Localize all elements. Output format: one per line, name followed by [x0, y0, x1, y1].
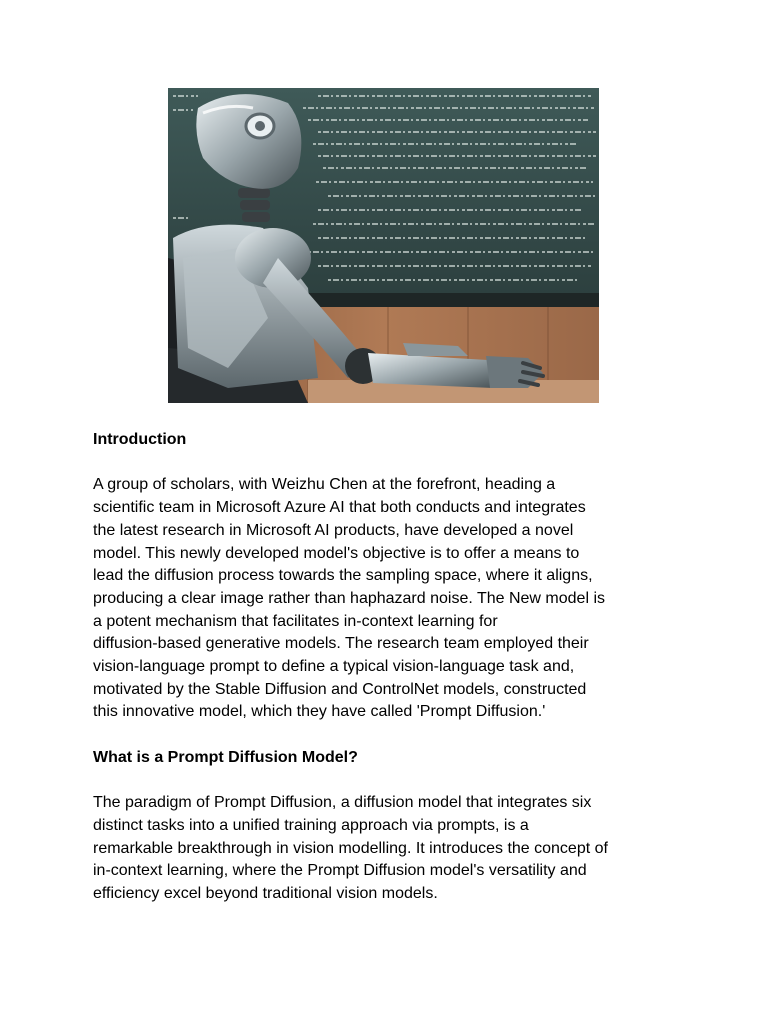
paragraph-line: model. This newly developed model's objective is to offer a means to — [93, 544, 580, 562]
section-heading-introduction: Introduction — [93, 431, 187, 448]
paragraph-line: producing a clear image rather than haphazard noise. The New model is — [93, 589, 605, 607]
paragraph-line: efficiency excel beyond traditional vision models. — [93, 885, 438, 903]
paragraph-line: vision-language prompt to define a typical vision-language task and, — [93, 658, 575, 676]
paragraph-line: the latest research in Microsoft AI products, have developed a novel — [93, 521, 574, 539]
paragraph-line: lead the diffusion process towards the sampling space, where it aligns, — [93, 567, 593, 585]
spacer — [93, 770, 693, 793]
paragraph-line: diffusion-based generative models. The research team employed their — [93, 635, 589, 653]
robot-illustration — [168, 88, 599, 403]
hero-image — [168, 88, 599, 403]
paragraph-line: remarkable breakthrough in vision modelling. It introduces the concept of — [93, 839, 608, 857]
introduction-paragraph — [93, 474, 693, 724]
paragraph-line: The paradigm of Prompt Diffusion, a diffusion model that integrates six — [93, 794, 592, 812]
paragraph-line: A group of scholars, with Weizhu Chen at the forefront, heading a — [93, 476, 556, 494]
paragraph-line: a potent mechanism that facilitates in-context learning for — [93, 612, 498, 630]
paragraph-line: in-context learning, where the Prompt Diffusion model's versatility and — [93, 862, 587, 880]
paragraph-line: motivated by the Stable Diffusion and ControlNet models, constructed — [93, 680, 587, 698]
spacer — [93, 452, 693, 475]
spacer — [93, 724, 693, 747]
paragraph-line: this innovative model, which they have called 'Prompt Diffusion.' — [93, 703, 546, 721]
prompt-diffusion-paragraph — [93, 792, 693, 906]
article-body — [93, 429, 693, 906]
paragraph-line: distinct tasks into a unified training approach via prompts, is a — [93, 816, 529, 834]
paragraph-line: scientific team in Microsoft Azure AI that both conducts and integrates — [93, 499, 586, 517]
section-heading-prompt-diffusion: What is a Prompt Diffusion Model? — [93, 748, 358, 766]
